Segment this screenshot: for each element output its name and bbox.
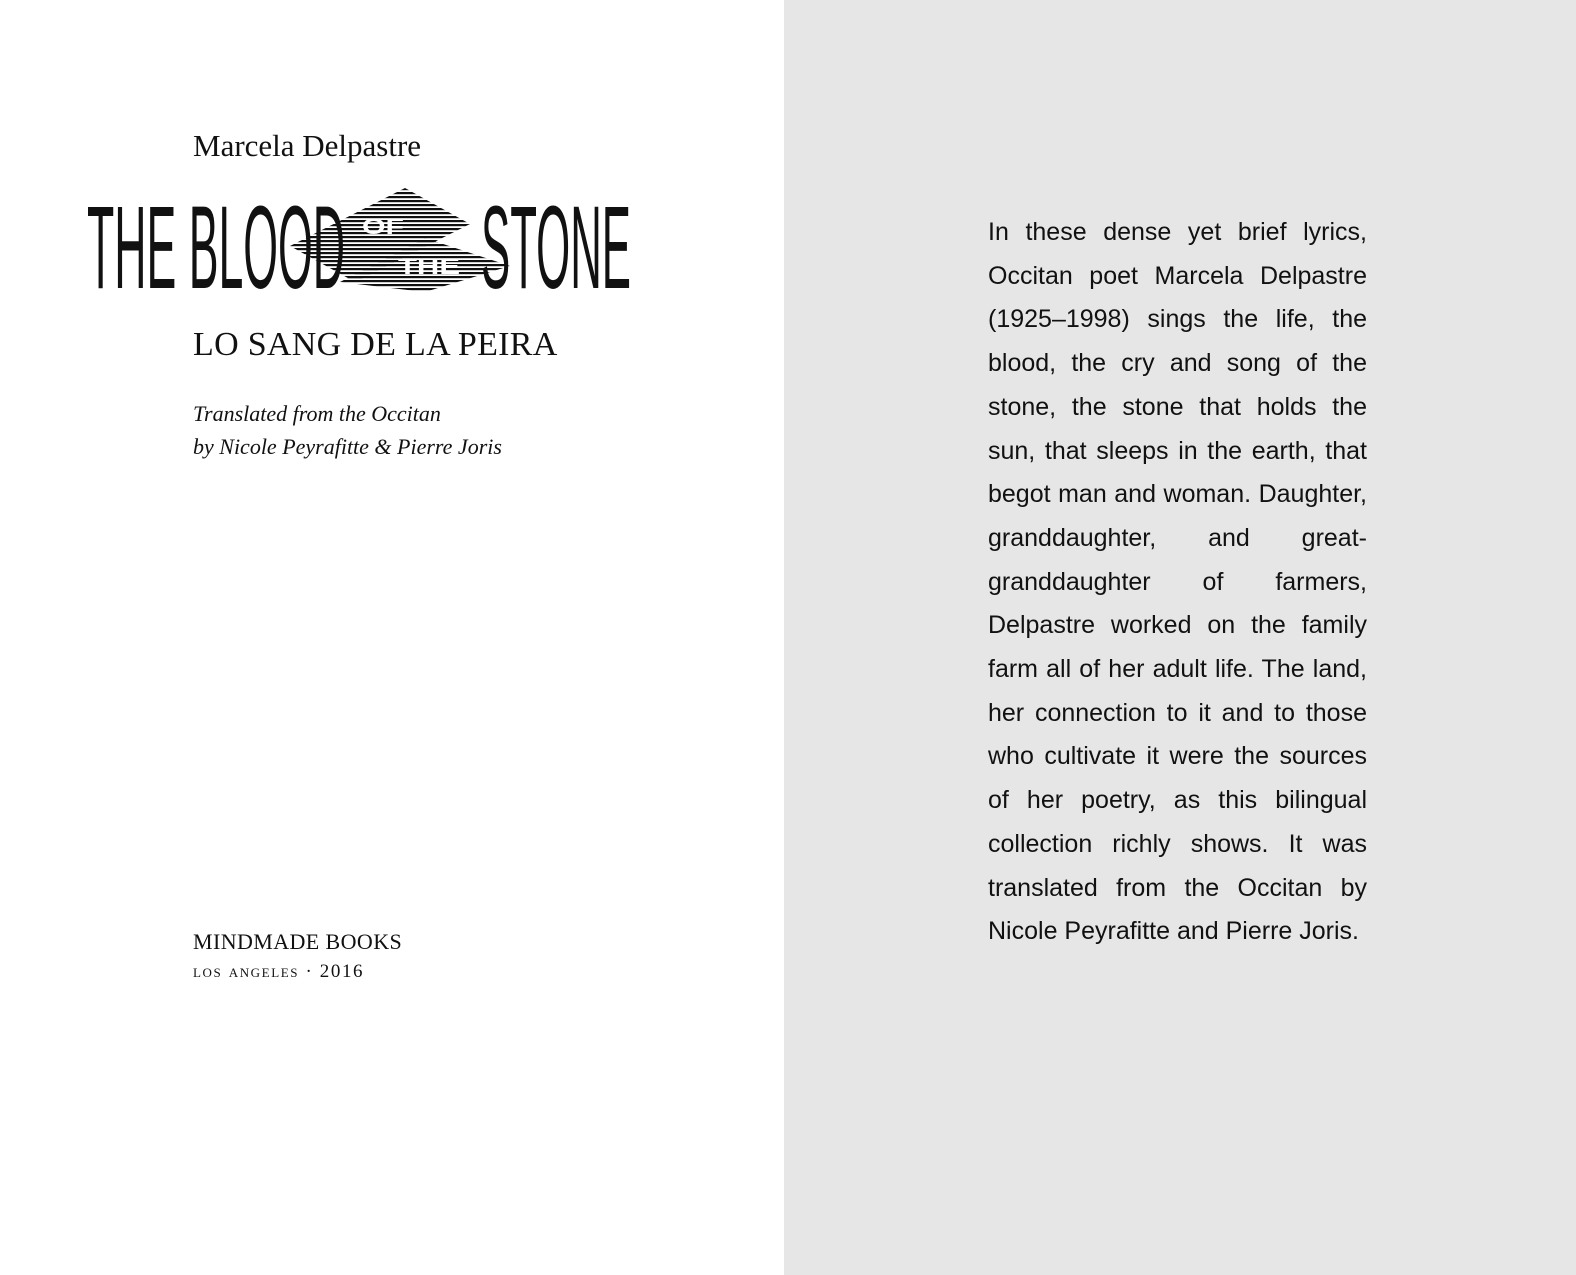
title-the: THE (398, 254, 460, 279)
title-logo (85, 180, 635, 305)
author-name: Marcela Delpastre (193, 128, 422, 163)
translation-line-2: by Nicole Peyrafitte & Pierre Joris (193, 434, 502, 459)
subtitle-occitan: LO SANG DE LA PEIRA (193, 326, 558, 363)
left-page (0, 0, 784, 1275)
book-description: In these dense yet brief lyrics, Occitan poet Marcela Delpastre (1925–1998) sings the life, the blood, the cry and song of the stone, the stone that holds the sun, that sleeps in the earth, that begot man and woman. Daughter, granddaughter, and great-granddaughter of farmers, Delpastre worked on the family farm all of her adult life. The land, her connection to it and to those who cultivate it were the sources of her poetry, as this bilingual collection richly shows. It was translated from the Occitan by Nicole Peyrafitte and Pierre Joris. (988, 218, 1367, 946)
title-part-1: THE BLOOD (87, 182, 345, 305)
translation-credit (193, 397, 502, 463)
imprint-place-year: los angeles · 2016 (193, 961, 365, 982)
title-of: OF (362, 214, 404, 239)
translation-line-1: Translated from the Occitan (193, 401, 441, 426)
publisher-name: MINDMADE BOOKS (193, 929, 403, 954)
title-part-2: STONE (481, 182, 631, 305)
